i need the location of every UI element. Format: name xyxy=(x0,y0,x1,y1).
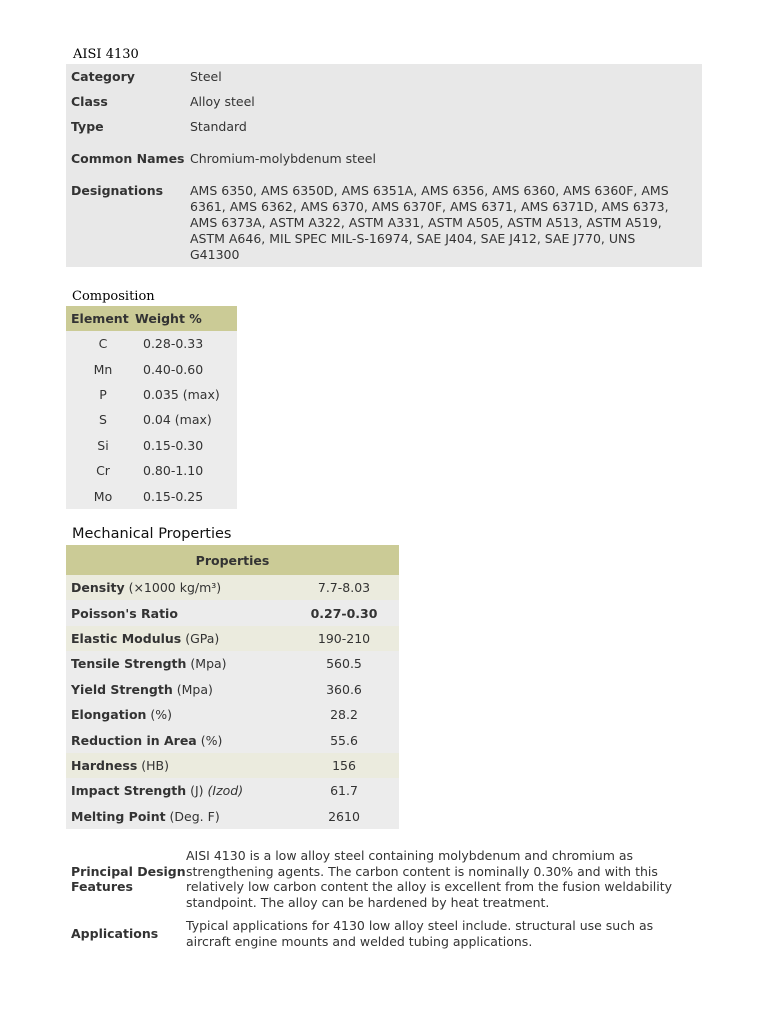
property-unit: (GPa) xyxy=(181,630,220,646)
property-name: Hardness xyxy=(71,757,138,773)
composition-row xyxy=(66,331,237,356)
property-row-impact-strength xyxy=(66,778,399,803)
element-symbol: Cr xyxy=(66,458,135,483)
property-row-yield-strength xyxy=(66,677,399,702)
info-key: Common Names xyxy=(71,151,185,166)
property-value: 560.5 xyxy=(289,651,399,676)
property-row-hardness xyxy=(66,753,399,778)
property-value: 0.27-0.30 xyxy=(289,600,399,625)
composition-row xyxy=(66,433,237,458)
element-weight: 0.40-0.60 xyxy=(135,356,237,381)
mechanical-caption: Mechanical Properties xyxy=(72,526,232,542)
feature-value: Typical applications for 4130 low alloy steel include. structural use such as aircraft engine mounts and welded tubing applications. xyxy=(186,918,654,949)
property-value: 2610 xyxy=(289,804,399,829)
element-weight: 0.80-1.10 xyxy=(135,458,237,483)
property-value: 55.6 xyxy=(289,727,399,752)
info-key: Category xyxy=(71,68,135,84)
element-symbol: Si xyxy=(66,433,135,458)
property-value: 61.7 xyxy=(289,778,399,803)
property-row-melting-point xyxy=(66,804,399,829)
feature-key: Applications xyxy=(71,925,159,941)
composition-row xyxy=(66,483,237,508)
property-unit: (HB) xyxy=(137,757,169,773)
element-weight: 0.15-0.25 xyxy=(135,483,237,508)
property-value: 28.2 xyxy=(289,702,399,727)
element-weight: 0.15-0.30 xyxy=(135,433,237,458)
property-value: 360.6 xyxy=(289,677,399,702)
property-unit: (Deg. F) xyxy=(165,808,220,824)
element-symbol: Mo xyxy=(66,483,135,508)
info-value: Alloy steel xyxy=(190,93,255,109)
element-weight: 0.035 (max) xyxy=(135,382,237,407)
property-unit: (%) xyxy=(146,707,173,723)
property-unit: (Mpa) xyxy=(186,656,227,672)
general-info-table xyxy=(66,64,702,267)
element-weight: 0.28-0.33 xyxy=(135,331,237,356)
element-symbol: C xyxy=(66,331,135,356)
composition-header-row xyxy=(66,306,237,331)
info-value: AMS 6350, AMS 6350D, AMS 6351A, AMS 6356, AMS 6360, AMS 6360F, AMS 6361, AMS 6362, AMS 6370, AMS 6370F, AMS 6371, AMS 6371D, AMS 6373, AMS 6373A, ASTM A322, ASTM A331, ASTM A505, ASTM A513, ASTM A519, ASTM A646, MIL SPEC MIL-S-16974, SAE J404, SAE J412, SAE J770, UNS G41300 xyxy=(190,183,669,262)
element-weight: 0.04 (max) xyxy=(135,407,237,432)
property-name: Melting Point xyxy=(71,808,166,824)
property-value: 190-210 xyxy=(289,626,399,651)
property-value: 156 xyxy=(289,753,399,778)
column-header-element: Element xyxy=(66,306,135,331)
info-value: Steel xyxy=(190,68,222,84)
info-key: Class xyxy=(71,93,108,109)
property-unit-italic: (Izod) xyxy=(207,783,244,799)
element-symbol: S xyxy=(66,407,135,432)
feature-value: AISI 4130 is a low alloy steel containing molybdenum and chromium as strengthening agents. The carbon content is nominally 0.30% and with this relatively low carbon content the alloy is excellent from the fusion weldability standpoint. The alloy can be hardened by heat treatment. xyxy=(186,848,673,910)
info-row-common-names xyxy=(66,139,702,179)
element-symbol: Mn xyxy=(66,356,135,381)
material-title: AISI 4130 xyxy=(73,47,139,62)
info-value: Chromium-molybdenum steel xyxy=(190,151,376,166)
property-row-density xyxy=(66,575,399,600)
property-unit: (J) xyxy=(186,783,208,799)
property-row-poisson xyxy=(66,600,399,625)
property-row-elongation xyxy=(66,702,399,727)
property-unit: (×1000 kg/m³) xyxy=(124,580,222,596)
info-row-category xyxy=(66,64,702,89)
feature-row-principal xyxy=(66,844,686,914)
composition-row xyxy=(66,382,237,407)
property-name: Yield Strength xyxy=(71,681,173,697)
property-name: Reduction in Area xyxy=(71,732,197,748)
property-value: 7.7-8.03 xyxy=(289,575,399,600)
property-name: Impact Strength xyxy=(71,783,187,799)
property-unit: (%) xyxy=(196,732,223,748)
info-row-designations xyxy=(66,179,702,267)
info-key: Designations xyxy=(71,183,164,198)
column-header-properties xyxy=(66,545,399,575)
property-row-reduction-area xyxy=(66,727,399,752)
composition-row xyxy=(66,407,237,432)
property-row-elastic-modulus xyxy=(66,626,399,651)
property-name: Elastic Modulus xyxy=(71,630,182,646)
info-row-class xyxy=(66,89,702,114)
element-symbol: P xyxy=(66,382,135,407)
mechanical-header-row xyxy=(66,545,399,575)
property-row-tensile-strength xyxy=(66,651,399,676)
design-features-table xyxy=(66,844,686,953)
property-name: Tensile Strength xyxy=(71,656,187,672)
property-name: Poisson's Ratio xyxy=(71,605,178,621)
property-unit: (Mpa) xyxy=(172,681,213,697)
composition-caption: Composition xyxy=(72,289,155,304)
mechanical-properties-table xyxy=(66,545,399,829)
feature-key: Principal Design Features xyxy=(71,863,186,894)
info-key: Type xyxy=(71,118,104,134)
property-name: Density xyxy=(71,580,125,596)
column-header-weight: Weight % xyxy=(135,306,237,331)
properties-header-label: Properties xyxy=(195,552,270,568)
info-row-type xyxy=(66,114,702,139)
property-name: Elongation xyxy=(71,707,147,723)
feature-row-applications xyxy=(66,914,686,953)
composition-row xyxy=(66,356,237,381)
info-value: Standard xyxy=(190,118,247,134)
composition-row xyxy=(66,458,237,483)
composition-table xyxy=(66,306,237,509)
